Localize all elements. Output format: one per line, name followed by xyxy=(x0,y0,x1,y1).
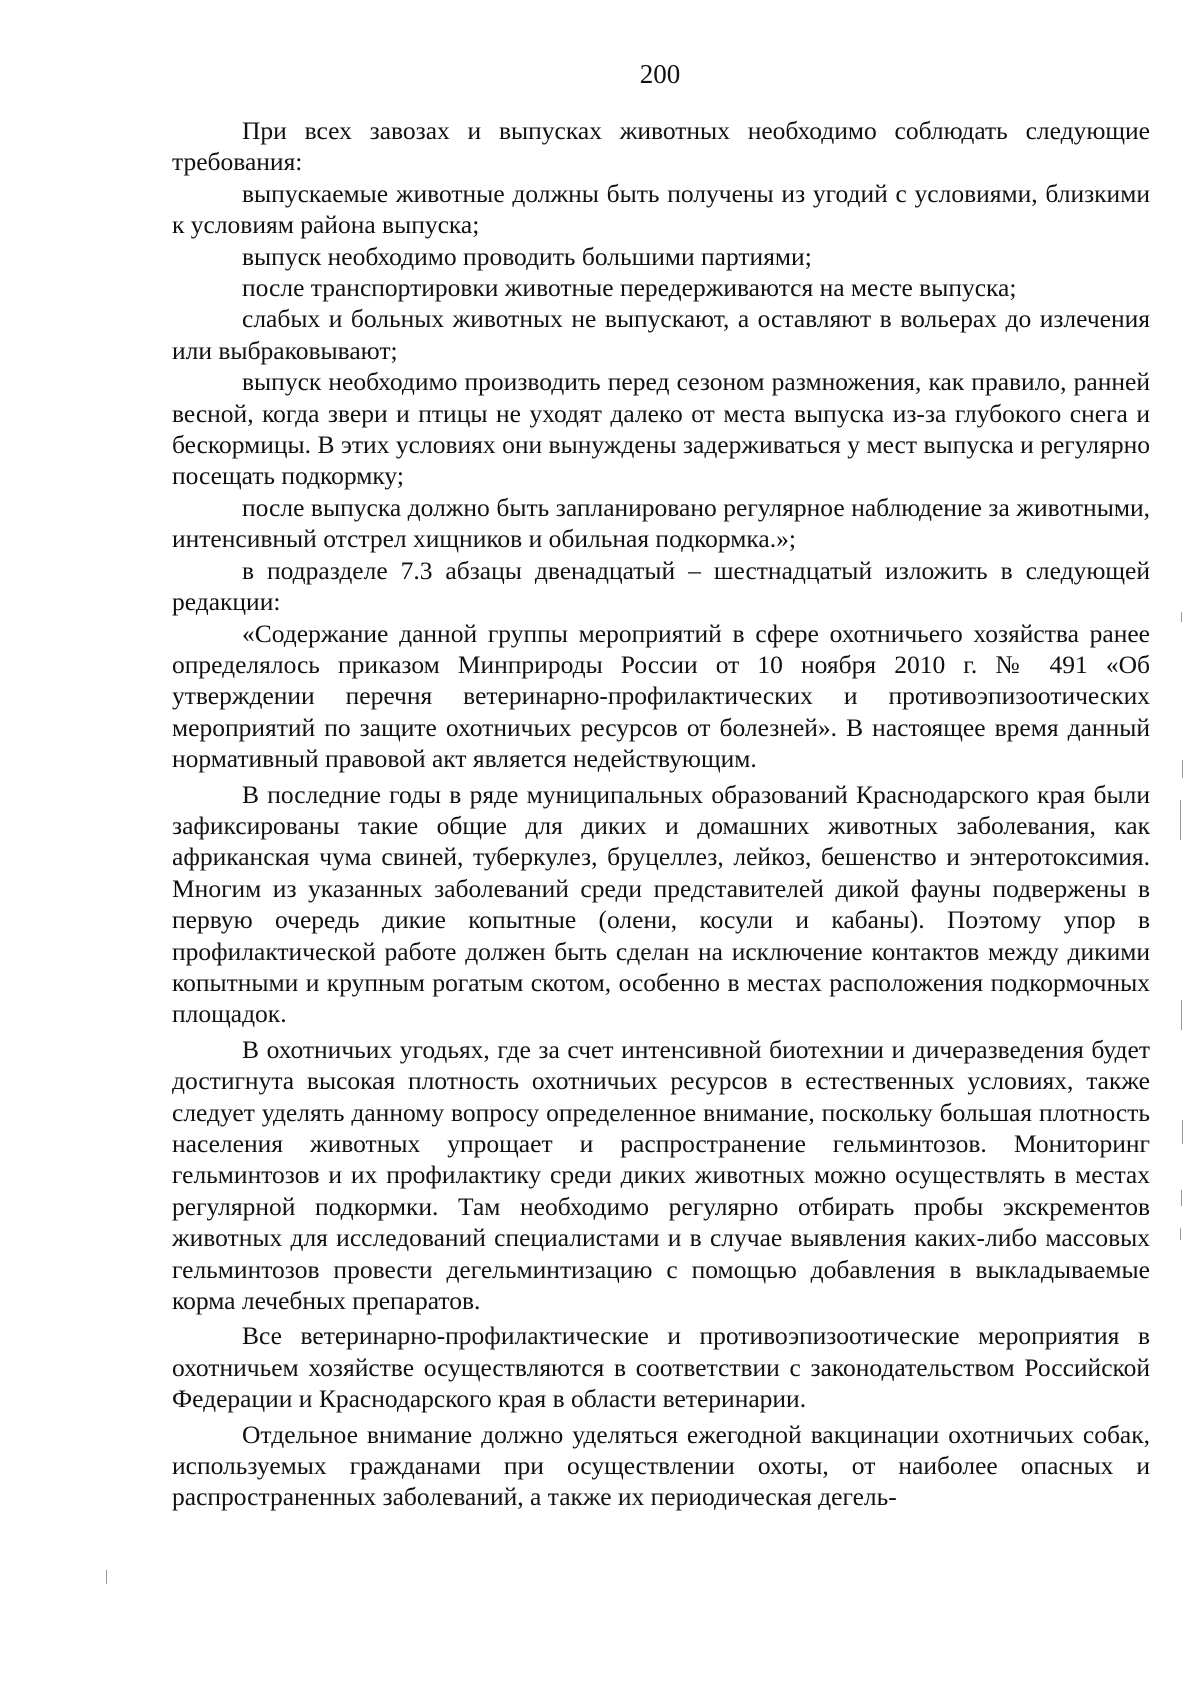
paragraph-veterinary-measures: Все ветеринарно-профилактические и противоэпизоотические мероприятия в охотничьем хозяйстве осуществляются в соответствии с законодательством Российской Федерации и Краснодарского края в области ветеринарии. xyxy=(172,1321,1150,1414)
paragraph-diseases: В последние годы в ряде муниципальных образований Краснодарского края были зафиксированы такие общие для диких и домашних животных заболевания, как африканская чума свиней, туберкулез, бруцеллез, лейкоз, бешенство и энтеротоксимия. Многим из указанных заболеваний среди представителей дикой фауны подвержены в первую очередь дикие копытные (олени, косули и кабаны). Поэтому упор в профилактической работе должен быть сделан на исключение контактов между дикими копытными и крупным рогатым скотом, особенно в местах расположения подкормочных площадок. xyxy=(172,779,1150,1029)
body-text xyxy=(172,115,1150,1513)
scan-mark xyxy=(1180,1228,1181,1240)
scan-mark xyxy=(1181,612,1182,622)
paragraph-requirement-monitoring: после выпуска должно быть запланировано регулярное наблюдение за животными, интенсивный отстрел хищников и обильная подкормка.»; xyxy=(172,492,1150,554)
scan-mark xyxy=(106,1570,107,1584)
scan-mark xyxy=(1181,1190,1182,1206)
scan-mark xyxy=(1182,760,1183,778)
scan-mark xyxy=(1180,800,1181,840)
paragraph-subsection-amendment: в подразделе 7.3 абзацы двенадцатый – шестнадцатый изложить в следующей редакции: xyxy=(172,555,1150,617)
scan-mark xyxy=(1182,1120,1183,1144)
scan-mark xyxy=(1181,1000,1182,1030)
paragraph-requirement-sick-animals: слабых и больных животных не выпускают, а оставляют в вольерах до излечения или выбраковывают; xyxy=(172,304,1150,365)
paragraph-requirement-origin: выпускаемые животные должны быть получены из угодий с условиями, близкими к условиям района выпуска; xyxy=(172,178,1150,240)
paragraph-requirement-season: выпуск необходимо производить перед сезоном размножения, как правило, ранней весной, когда звери и птицы не уходят далеко от места выпуска из-за глубокого снега и бескормицы. В этих условиях они вынуждены задерживаться у мест выпуска и регулярно посещать подкормку; xyxy=(172,367,1150,491)
paragraph-requirement-holding: после транспортировки животные передерживаются на месте выпуска; xyxy=(242,273,1017,303)
paragraph-requirements-intro: При всех завозах и выпусках животных необходимо соблюдать следующие требования: xyxy=(172,116,1150,177)
paragraph-dog-vaccination: Отдельное внимание должно уделяться ежегодной вакцинации охотничьих собак, используемых гражданами при осуществлении охоты, от наиболее опасных и распространенных заболеваний, а также их периодическая дегель- xyxy=(172,1419,1150,1512)
paragraph-requirement-batches: выпуск необходимо проводить большими партиями; xyxy=(242,241,812,271)
page-number: 200 xyxy=(639,59,681,89)
paragraph-helminthiasis: В охотничьих угодьях, где за счет интенсивной биотехнии и дичеразведения будет достигнута высокая плотность охотничьих ресурсов в естественных условиях, также следует уделять данному вопросу определенное внимание, поскольку большая плотность населения животных упрощает и распространение гельминтозов. Мониторинг гельминтозов и их профилактику среди диких животных можно осуществлять в местах регулярной подкормки. Там необходимо регулярно отбирать пробы экскрементов животных для исследований специалистами и в случае выявления каких-либо массовых гельминтозов провести дегельминтизацию с помощью добавления в выкладываемые корма лечебных препаратов. xyxy=(172,1034,1150,1316)
paragraph-order-reference: «Содержание данной группы мероприятий в сфере охотничьего хозяйства ранее определялось приказом Минприроды России от 10 ноября 2010 г. № 491 «Об утверждении перечня ветеринарно-профилактических и противоэпизоотических мероприятий по защите охотничьих ресурсов от болезней». В настоящее время данный нормативный правовой акт является недействующим. xyxy=(172,618,1150,774)
